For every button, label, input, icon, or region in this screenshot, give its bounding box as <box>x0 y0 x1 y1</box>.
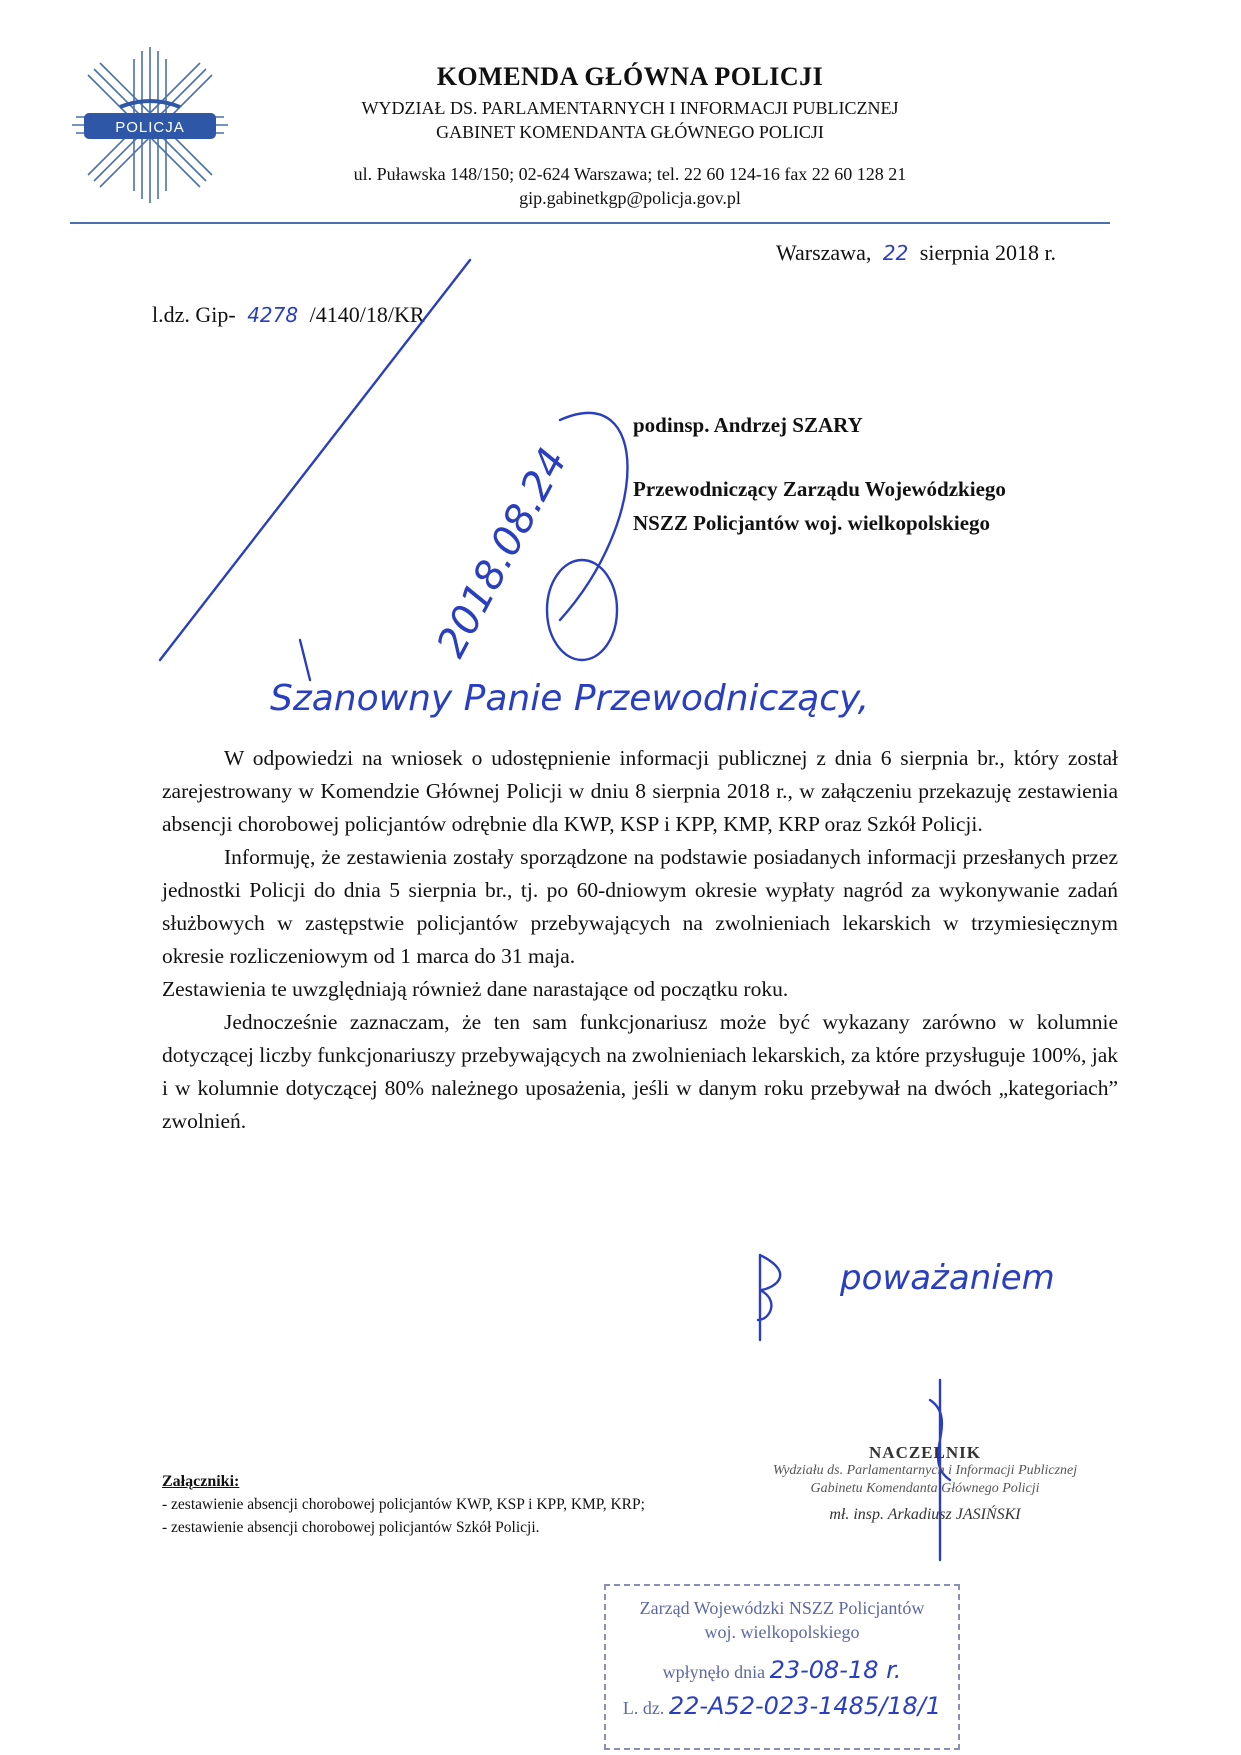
attachment-item-2: - zestawienie absencji chorobowej policjantów Szkół Policji. <box>162 1519 540 1536</box>
body-paragraph-1: W odpowiedzi na wniosek o udostępnienie informacji publicznej z dnia 6 sierpnia br., który został zarejestrowany w Komendzie Głównej Policji w dniu 8 sierpnia 2018 r., w załączeniu przekazuję zestawienia absencji chorobowej policjantów odrębnie dla KWP, KSP i KPP, KMP, KRP oraz Szkół Policji. <box>162 746 1118 836</box>
closing-initial <box>758 1255 780 1340</box>
stamp-line-1: Zarząd Wojewódzki NSZZ Policjantów <box>639 1598 925 1618</box>
annotation-date: 2018.08.24 <box>428 440 577 665</box>
date-prefix: Warszawa, <box>776 240 872 265</box>
receipt-stamp <box>604 1584 960 1750</box>
body-paragraph-2b: Zestawienia te uwzględniają również dane narastające od początku roku. <box>162 977 789 1001</box>
signature-unit-1: Wydziału ds. Parlamentarnych i Informacji Publicznej <box>772 1463 1078 1478</box>
org-email: gip.gabinetkgp@policja.gov.pl <box>519 188 741 208</box>
org-address: ul. Puławska 148/150; 02-624 Warszawa; tel. 22 60 124-16 fax 22 60 128 21 <box>353 164 907 184</box>
attachments-heading: Załączniki: <box>162 1473 240 1490</box>
date-day-handwritten: 22 <box>882 241 909 265</box>
recipient-role-1: Przewodniczący Zarządu Wojewódzkiego <box>633 477 1006 501</box>
signature-name: mł. insp. Arkadiusz JASIŃSKI <box>829 1506 1021 1523</box>
signature-stamp <box>745 1444 1105 1524</box>
signature-title: NACZELNIK <box>869 1443 981 1462</box>
stamp-received-value: 23-08-18 r. <box>769 1656 902 1684</box>
body-paragraph-2: Informuję, że zestawienia zostały sporządzone na podstawie posiadanych informacji przesłanych przez jednostki Policji do dnia 5 sierpnia br., tj. po 60-dniowym okresie wypłaty nagród za wykonywanie zadań służbowych w zastępstwie policjantów przebywających na zwolnieniach lekarskich w trzymiesięcznym okresie rozliczeniowym od 1 marca do 31 maja. <box>162 845 1118 968</box>
stamp-received-label: wpłynęło dnia <box>662 1662 766 1682</box>
attachments <box>162 1470 645 1539</box>
body-paragraph-3: Jednocześnie zaznaczam, że ten sam funkcjonariusz może być wykazany zarówno w kolumnie dotyczącej liczby funkcjonariuszy przebywających na zwolnieniach lekarskich, za które przysługuje 100%, jak i w kolumnie dotyczącej 80% należnego uposażenia, jeśli w danym roku przebywał na dwóch „kategoriach” zwolnień. <box>162 1010 1118 1133</box>
reference-suffix: /4140/18/KR <box>309 302 425 327</box>
stamp-register-label: L. dz. <box>622 1698 665 1718</box>
stamp-line-2: woj. wielkopolskiego <box>704 1622 860 1642</box>
reference-handwritten: 4278 <box>247 303 299 327</box>
greeting-handwritten: Szanowny Panie Przewodniczący, <box>270 678 870 719</box>
org-title: KOMENDA GŁÓWNA POLICJI <box>436 62 824 91</box>
recipient-name: podinsp. Andrzej SZARY <box>633 413 863 437</box>
org-cabinet: GABINET KOMENDANTA GŁÓWNEGO POLICJI <box>436 122 824 142</box>
recipient-role-2: NSZZ Policjantów woj. wielkopolskiego <box>633 511 991 535</box>
reference-prefix: l.dz. Gip- <box>152 302 236 327</box>
header-divider <box>70 222 1110 224</box>
reference-number <box>152 302 425 328</box>
annotation-tick <box>300 640 310 680</box>
police-star-logo <box>70 45 230 205</box>
date-suffix: sierpnia 2018 r. <box>919 240 1057 265</box>
signature-unit-2: Gabinetu Komendanta Głównego Policji <box>810 1481 1040 1496</box>
letter-body <box>162 742 1118 1138</box>
annotation-circle <box>547 560 617 660</box>
closing-handwritten: poważaniem <box>840 1258 1055 1298</box>
stamp-register-value: 22-A52-023-1485/18/1 <box>668 1692 942 1720</box>
annotation-curve <box>560 413 628 620</box>
attachment-item-1: - zestawienie absencji chorobowej policjantów KWP, KSP i KPP, KMP, KRP; <box>162 1496 645 1513</box>
date-line <box>776 240 1056 266</box>
org-department: WYDZIAŁ DS. PARLAMENTARNYCH I INFORMACJI PUBLICZNEJ <box>361 98 899 118</box>
logo-text: POLICJA <box>115 119 185 136</box>
